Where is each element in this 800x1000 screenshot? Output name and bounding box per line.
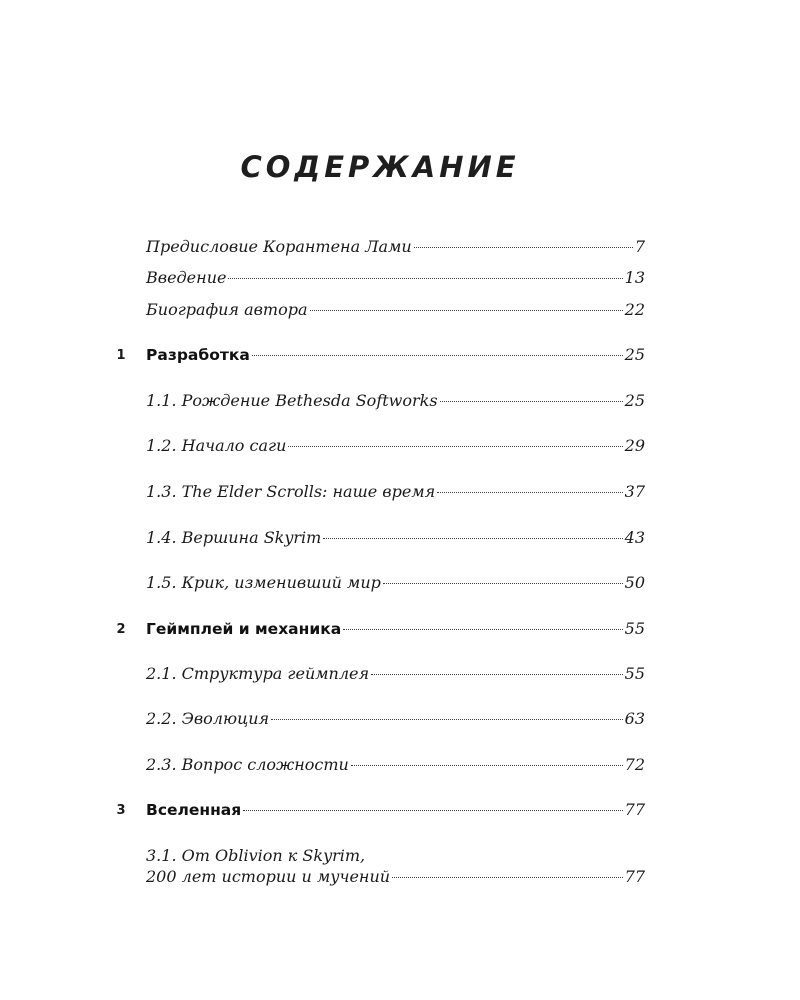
dot-leader	[392, 877, 623, 878]
toc-entry-page: 77	[624, 867, 645, 886]
toc-entry-1-1[interactable]	[110, 391, 645, 413]
dot-leader	[351, 765, 623, 766]
toc-entry-label: 2.1. Структура геймплея	[146, 664, 370, 683]
toc-entry-page: 63	[624, 709, 645, 728]
toc-entry-page: 37	[624, 482, 645, 501]
toc-chapter-2[interactable]	[110, 619, 645, 641]
toc-entry-page: 77	[624, 800, 645, 819]
chapter-number: 3	[116, 803, 126, 818]
toc-chapter-label: Разработка	[146, 346, 250, 364]
dot-leader	[310, 310, 623, 311]
toc-entry-2-1[interactable]	[110, 664, 645, 686]
dot-leader	[437, 492, 622, 493]
toc-entry-page: 29	[624, 436, 645, 455]
toc-entry-introduction[interactable]	[110, 268, 645, 290]
toc-entry-page: 55	[624, 664, 645, 683]
page-title: СОДЕРЖАНИЕ	[240, 150, 520, 184]
toc-entry-1-3[interactable]	[110, 482, 645, 504]
toc-entry-1-5[interactable]	[110, 573, 645, 595]
dot-leader	[252, 355, 623, 356]
toc-entry-label: 1.5. Крик, изменивший мир	[146, 573, 381, 592]
dot-leader	[414, 247, 633, 248]
toc-entry-label: 1.4. Вершина Skyrim	[146, 528, 322, 547]
toc-chapter-label: Вселенная	[146, 801, 242, 819]
toc-entry-preface[interactable]	[110, 237, 645, 259]
toc-entry-label: 1.2. Начало саги	[146, 436, 287, 455]
toc-entry-label: 2.2. Эволюция	[146, 709, 270, 728]
toc-entry-label: 1.3. The Elder Scrolls: наше время	[146, 482, 436, 501]
dot-leader	[288, 446, 622, 447]
toc-entry-label: 1.1. Рождение Bethesda Softworks	[146, 391, 438, 410]
chapter-number: 1	[116, 348, 126, 363]
toc-entry-1-2[interactable]	[110, 436, 645, 458]
toc-chapter-1[interactable]	[110, 345, 645, 367]
dot-leader	[243, 810, 622, 811]
toc-entry-3-1-line1[interactable]: 3.1. От Oblivion к Skyrim,	[146, 846, 366, 865]
toc-chapter-label: Геймплей и механика	[146, 620, 342, 638]
toc-entry-page: 72	[624, 755, 645, 774]
toc-entry-2-3[interactable]	[110, 755, 645, 777]
dot-leader	[228, 278, 622, 279]
dot-leader	[383, 583, 623, 584]
toc-entry-label: Биография автора	[146, 300, 308, 319]
toc-entry-page: 50	[624, 573, 645, 592]
dot-leader	[323, 538, 622, 539]
toc-entry-page: 43	[624, 528, 645, 547]
toc-entry-label: Предисловие Корантена Лами	[146, 237, 412, 256]
toc-entry-label: 200 лет истории и мучений	[146, 867, 391, 886]
toc-entry-biography[interactable]	[110, 300, 645, 322]
toc-entry-label: Введение	[146, 268, 227, 287]
dot-leader	[343, 629, 622, 630]
toc-chapter-3[interactable]	[110, 800, 645, 822]
chapter-number: 2	[116, 622, 126, 637]
dot-leader	[271, 719, 623, 720]
toc-entry-page: 25	[624, 345, 645, 364]
toc-entry-label: 2.3. Вопрос сложности	[146, 755, 349, 774]
dot-leader	[371, 674, 623, 675]
toc-entry-page: 25	[624, 391, 645, 410]
dot-leader	[440, 401, 623, 402]
toc-entry-1-4[interactable]	[110, 528, 645, 550]
toc-entry-3-1[interactable]	[110, 867, 645, 889]
toc-entry-page: 55	[624, 619, 645, 638]
toc-entry-page: 13	[624, 268, 645, 287]
toc-entry-2-2[interactable]	[110, 709, 645, 731]
toc-entry-page: 22	[624, 300, 645, 319]
toc-entry-page: 7	[634, 237, 645, 256]
